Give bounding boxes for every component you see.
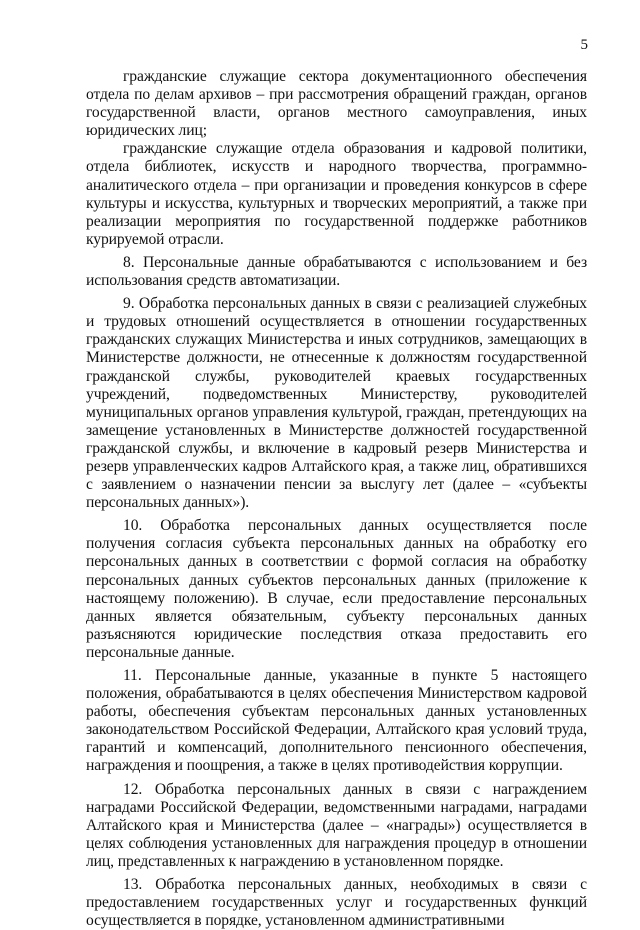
document-body — [86, 68, 587, 930]
paragraph-archives-staff: гражданские служащие сектора документационного обеспечения отдела по делам архивов – при рассмотрения обращений граждан, органов государственной власти, органов местного самоуправления, иных юридических лиц; — [86, 68, 587, 140]
paragraph-item-8: 8. Персональные данные обрабатываются с использованием и без использования средств автоматизации. — [86, 253, 587, 290]
page-number: 5 — [580, 37, 588, 53]
paragraph-item-12: 12. Обработка персональных данных в связи с награждением наградами Российской Федерации, ведомственными наградами, наградами Алтайского края и Министерства (далее – «награды») осуществляется в целях соблюдения установленных для награждения процедур в отношении лиц, представленных к награждению в установленном порядке. — [86, 780, 587, 870]
paragraph-education-staff: гражданские служащие отдела образования и кадровой политики, отдела библиотек, искусств и народного творчества, программно-аналитического отдела – при организации и проведения конкурсов в сфере культуры и искусства, культурных и творческих мероприятий, а также при реализации мероприятия по государственной поддержке работников курируемой отрасли. — [86, 140, 587, 248]
paragraph-item-9: 9. Обработка персональных данных в связи с реализацией служебных и трудовых отношений осуществляется в отношении государственных гражданских служащих Министерства и иных сотрудников, замещающих в Министерстве должности, не отнесенные к должностям государственной гражданской службы, руководителей краевых государственных учреждений, подведомственных Министерству, руководителей муниципальных органов управления культурой, граждан, претендующих на замещение установленных в Министерстве должностей государственной гражданской службы, и включение в кадровый резерв Министерства и резерв управленческих кадров Алтайского края, а также лиц, обратившихся с заявлением о назначении пенсии за выслугу лет (далее – «субъекты персональных данных»). — [86, 295, 587, 512]
paragraph-item-13: 13. Обработка персональных данных, необходимых в связи с предоставлением государственных услуг и государственных функций осуществляется в порядке, установленном административными — [86, 876, 587, 930]
paragraph-item-11: 11. Персональные данные, указанные в пункте 5 настоящего положения, обрабатываются в целях обеспечения Министерством кадровой работы, обеспечения субъектам персональных данных установленных законодательством Российской Федерации, Алтайского края условий труда, гарантий и компенсаций, дополнительного пенсионного обеспечения, награждения и поощрения, а также в целях противодействия коррупции. — [86, 667, 587, 775]
paragraph-item-10: 10. Обработка персональных данных осуществляется после получения согласия субъекта персональных данных на обработку его персональных данных в соответствии с формой согласия на обработку персональных данных субъектов персональных данных (приложение к настоящему положению). В случае, если предоставление персональных данных является обязательным, субъекту персональных данных разъясняются юридические последствия отказа предоставить его персональные данные. — [86, 517, 587, 661]
